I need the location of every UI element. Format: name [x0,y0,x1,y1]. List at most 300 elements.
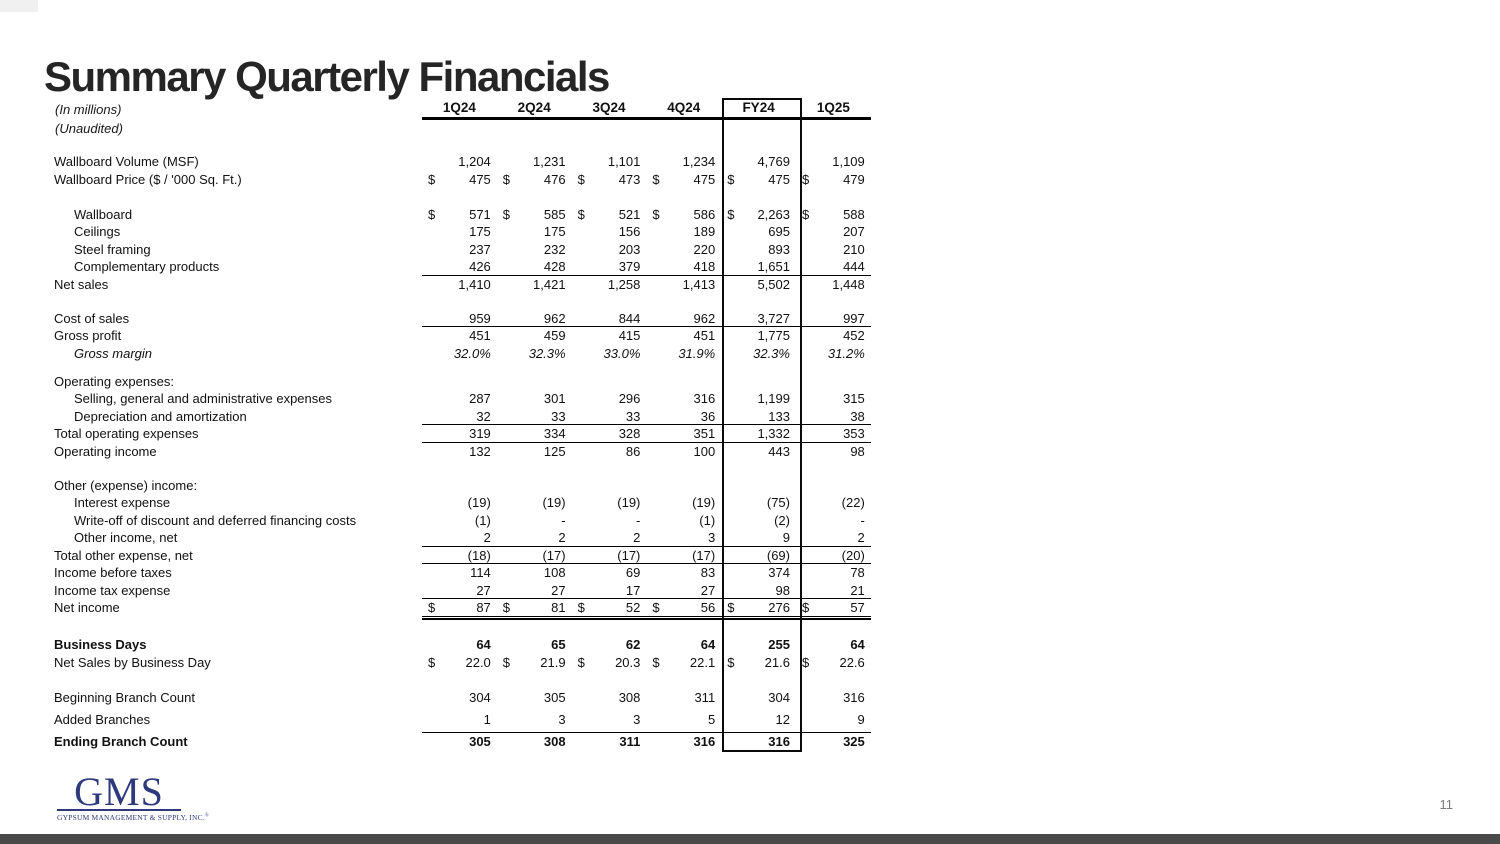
table-spacer [54,362,871,373]
cell-value: 844 [618,310,641,326]
column-header-3q24 [572,99,647,117]
dollar-sign: $ [727,600,735,615]
row-label: Operating expenses: [54,373,174,389]
dollar-sign: $ [502,654,511,670]
row-values [422,153,871,171]
row-label: Cost of sales [54,310,130,326]
cell-value: (17) [617,547,641,563]
table-cell-1q25 [796,654,871,672]
cell-value: 4,769 [757,154,790,169]
row-label: Complementary products [74,259,220,274]
cell-value: 319 [469,426,491,441]
dollar-sign: $ [577,654,585,670]
cell-value: 5,502 [757,276,790,292]
cell-value: 962 [693,310,716,326]
row-label: Write-off of discount and deferred financing costs [74,512,357,528]
table-cell-1q25 [796,564,871,582]
table-row [54,689,871,711]
header-label-spacer [54,99,422,117]
cell-value: 5 [707,711,716,727]
row-label: Operating income [54,443,157,459]
table-cell-1q25 [796,345,871,363]
row-values [422,512,871,530]
table-cell-4q24 [646,241,721,259]
table-cell-3q24 [572,310,647,327]
cell-value: 232 [543,241,566,257]
table-cell-fy24 [721,223,796,241]
header-cells [422,99,871,117]
cell-value: 83 [700,565,716,580]
table-cell-1q24 [422,477,497,495]
cell-value: 585 [543,206,566,222]
table-cell-2q24 [497,310,572,327]
gms-logo-wordmark: GMS [57,776,181,811]
cell-value: 301 [543,391,566,406]
cell-value: 12 [775,711,790,727]
table-cell-fy24 [721,711,796,732]
table-cell-4q24 [646,258,721,275]
table-cell-fy24 [721,171,796,189]
table-cell-fy24 [721,390,796,408]
table-cell-3q24 [572,390,647,408]
table-cell-1q24 [422,689,497,711]
table-row [54,547,871,565]
table-row [54,310,871,328]
cell-value: 305 [543,689,566,705]
table-cell-4q24 [646,654,721,672]
table-cell-4q24 [646,547,721,564]
dollar-sign: $ [502,600,511,615]
table-cell-2q24 [497,636,572,654]
table-cell-3q24 [572,345,647,363]
table-cell-1q24 [422,733,497,755]
cell-value: 1,410 [458,276,491,292]
table-spacer [54,460,871,477]
cell-value: 308 [543,733,566,749]
row-values [422,408,871,426]
table-row [54,733,871,755]
table-cell-1q24 [422,512,497,530]
table-cell-2q24 [497,153,572,171]
cell-value: 475 [693,171,716,187]
table-cell-1q25 [796,390,871,408]
table-cell-3q24 [572,494,647,512]
cell-value: 476 [543,171,566,187]
cell-value: 959 [469,310,491,326]
table-cell-3q24 [572,477,647,495]
cell-value: 571 [469,206,491,222]
table-cell-2q24 [497,345,572,363]
cell-value: 1,101 [607,154,641,169]
cell-value: 32.3% [753,345,790,361]
cell-value: 27 [700,582,716,598]
column-header-text: 1Q24 [442,100,476,115]
table-cell-1q24 [422,711,497,732]
cell-value: 586 [693,206,716,222]
cell-value: 296 [618,391,641,406]
dollar-sign: $ [502,206,511,222]
gms-logo-tagline [57,813,209,822]
table-cell-fy24 [721,689,796,711]
cell-value: 81 [551,600,566,615]
table-cell-1q24 [422,153,497,171]
table-cell-1q25 [796,206,871,224]
table-cell-1q25 [796,494,871,512]
table-cell-1q24 [422,327,497,345]
row-label: Wallboard Price ($ / '000 Sq. Ft.) [54,171,242,187]
dollar-sign: $ [727,206,735,222]
table-cell-fy24 [721,443,796,461]
cell-value: 305 [469,733,491,749]
cell-value: 65 [551,637,566,652]
cell-value: 997 [843,310,865,326]
cell-value: 98 [850,443,865,459]
table-row [54,345,871,363]
table-cell-fy24 [721,547,796,564]
table-cell-1q24 [422,276,497,294]
cell-value: 2,263 [757,206,790,222]
dollar-sign: $ [428,600,436,615]
dollar-sign: $ [428,654,436,670]
footer-bar [0,834,1500,844]
cell-value: 1,332 [757,426,790,441]
row-label: Other income, net [74,530,178,545]
table-cell-fy24 [721,599,796,616]
cell-value: (19) [542,495,566,510]
cell-value: 32 [476,408,491,424]
table-cell-3q24 [572,408,647,425]
dollar-sign: $ [727,654,735,670]
table-cell-3q24 [572,529,647,546]
row-label: Income tax expense [54,582,171,598]
table-cell-4q24 [646,636,721,654]
table-cell-1q25 [796,153,871,171]
dollar-sign: $ [801,171,810,187]
row-label: Interest expense [74,495,171,510]
column-header-4q24 [646,99,721,117]
table-row [54,276,871,294]
dollar-sign: $ [652,600,660,615]
table-cell-fy24 [721,529,796,546]
table-cell-1q24 [422,345,497,363]
table-cell-1q25 [796,373,871,391]
dollar-sign: $ [428,206,436,222]
cell-value: (69) [766,547,790,563]
note-unaudited: (Unaudited) [55,121,123,136]
row-values [422,582,871,600]
table-cell-fy24 [721,425,796,442]
table-cell-1q25 [796,477,871,495]
cell-value: (17) [692,547,716,563]
cell-value: (18) [467,547,491,563]
column-header-text: 3Q24 [592,100,626,115]
table-cell-4q24 [646,345,721,363]
cell-value: 220 [693,241,716,257]
table-cell-1q24 [422,390,497,408]
row-values [422,258,871,276]
table-cell-4q24 [646,390,721,408]
table-row [54,223,871,241]
cell-value: 379 [618,259,641,274]
row-label: Gross profit [54,328,122,343]
row-label: Other (expense) income: [54,477,198,493]
row-values [422,310,871,328]
cell-value: 334 [543,426,566,441]
table-row [54,171,871,189]
cell-value: 316 [693,391,716,406]
dollar-sign: $ [577,600,585,615]
table-row [54,206,871,224]
table-cell-4q24 [646,529,721,546]
table-cell-3q24 [572,206,647,224]
table-cell-2q24 [497,494,572,512]
table-cell-fy24 [721,153,796,171]
table-row [54,636,871,654]
table-header-row [54,99,871,117]
table-cell-3q24 [572,547,647,564]
cell-value: 3,727 [757,310,790,326]
cell-value: 31.9% [678,345,716,361]
table-cell-1q24 [422,223,497,241]
table-cell-fy24 [721,310,796,327]
row-label: Total operating expenses [54,426,199,441]
row-values [422,223,871,241]
table-cell-fy24 [721,582,796,599]
table-cell-2q24 [497,689,572,711]
table-cell-2q24 [497,327,572,345]
row-label: Net sales [54,276,109,292]
cell-value: 426 [469,259,491,274]
gms-logo-tagline-text: GYPSUM MANAGEMENT & SUPPLY, INC. [57,813,205,822]
table-cell-4q24 [646,443,721,461]
page-number: 11 [1439,797,1453,812]
cell-value: 33.0% [603,345,641,361]
cell-value: 33 [551,408,566,424]
table-cell-2q24 [497,654,572,672]
cell-value: 475 [469,171,491,187]
table-cell-3q24 [572,153,647,171]
cell-value: 52 [625,600,641,615]
cell-value: (19) [692,495,716,510]
table-cell-4q24 [646,327,721,345]
table-cell-2q24 [497,276,572,294]
cell-value: 287 [469,391,491,406]
cell-value: 21.6 [764,654,790,670]
row-label: Wallboard Volume (MSF) [54,154,199,169]
row-label: Added Branches [54,711,151,727]
cell-value: 893 [768,241,790,257]
cell-value: 1,448 [832,276,865,292]
cell-value: 32.3% [528,345,566,361]
table-cell-2q24 [497,733,572,755]
table-spacer [54,188,871,206]
table-cell-fy24 [721,654,796,672]
cell-value: 3 [633,711,641,727]
table-cell-1q25 [796,310,871,327]
cell-value: 32.0% [453,345,491,361]
cell-value: 56 [700,600,716,615]
table-cell-2q24 [497,443,572,461]
table-cell-3q24 [572,599,647,616]
table-cell-2q24 [497,599,572,616]
cell-value: 443 [768,443,790,459]
row-values [422,564,871,582]
cell-value: 38 [850,408,865,424]
row-values [422,373,871,391]
row-values [422,494,871,512]
table-row [54,443,871,461]
cell-value: 1,421 [533,276,566,292]
table-cell-fy24 [721,512,796,530]
dollar-sign: $ [577,171,585,187]
table-cell-2q24 [497,564,572,582]
row-values [422,599,871,617]
table-cell-1q24 [422,171,497,189]
cell-value: 316 [693,733,716,749]
cell-value: 451 [469,328,491,343]
row-values [422,241,871,259]
table-cell-2q24 [497,477,572,495]
header-underline [422,117,871,120]
cell-value: 237 [469,241,491,257]
table-cell-3q24 [572,636,647,654]
table-cell-3q24 [572,223,647,241]
table-cell-fy24 [721,477,796,495]
cell-value: 22.6 [839,654,865,670]
table-cell-4q24 [646,512,721,530]
cell-value: (75) [766,495,790,510]
cell-value: 1,413 [682,276,716,292]
table-row [54,373,871,391]
dollar-sign: $ [577,206,585,222]
cell-value: 316 [843,689,865,705]
table-cell-2q24 [497,373,572,391]
cell-value: (1) [699,512,716,528]
cell-value: 276 [768,600,790,615]
cell-value: (2) [774,512,790,528]
cell-value: 316 [768,733,790,749]
table-cell-3q24 [572,733,647,755]
row-label: Steel framing [74,241,151,257]
cell-value: 22.1 [689,654,716,670]
table-cell-3q24 [572,327,647,345]
table-row [54,494,871,512]
cell-value: - [636,512,641,528]
table-cell-3q24 [572,582,647,599]
cell-value: 304 [469,689,491,705]
cell-value: 69 [625,565,641,580]
cell-value: 459 [543,328,566,343]
table-cell-fy24 [721,373,796,391]
cell-value: 9 [857,711,865,727]
table-row [54,425,871,443]
note-in-millions: (In millions) [55,102,122,117]
table-row [54,654,871,672]
table-cell-1q24 [422,564,497,582]
cell-value: 311 [694,689,716,705]
row-label: Net income [54,600,120,615]
cell-value: 328 [618,426,641,441]
cell-value: 64 [476,637,491,652]
cell-value: (19) [617,495,641,510]
dollar-sign: $ [652,654,660,670]
row-label: Ceilings [74,224,121,239]
table-cell-2q24 [497,711,572,732]
row-label: Total other expense, net [54,547,193,563]
row-label: Gross margin [74,345,153,361]
cell-value: 962 [543,310,566,326]
table-cell-1q25 [796,223,871,241]
row-label: Net Sales by Business Day [54,654,211,670]
table-cell-2q24 [497,408,572,425]
cell-value: 1,231 [533,154,566,169]
table-cell-4q24 [646,223,721,241]
cell-value: 588 [843,206,865,222]
cell-value: 308 [618,689,641,705]
row-values [422,327,871,345]
table-row [54,408,871,426]
table-cell-4q24 [646,689,721,711]
cell-value: 27 [551,582,566,598]
row-values [422,711,871,733]
row-values [422,547,871,565]
cell-value: 479 [843,171,865,187]
table-cell-1q24 [422,258,497,275]
table-cell-1q24 [422,373,497,391]
table-cell-2q24 [497,512,572,530]
row-values [422,276,871,294]
table-row [54,153,871,171]
table-cell-1q25 [796,276,871,294]
table-cell-fy24 [721,345,796,363]
cell-value: 1,204 [458,154,491,169]
cell-value: 452 [843,328,865,343]
cell-value: 86 [625,443,641,459]
column-header-text: FY24 [742,100,775,115]
cell-value: 210 [843,241,865,257]
table-cell-3q24 [572,258,647,275]
cell-value: 132 [469,443,491,459]
table-cell-1q25 [796,171,871,189]
cell-value: (1) [474,512,491,528]
cell-value: 203 [618,241,641,257]
table-cell-1q25 [796,599,871,616]
table-cell-2q24 [497,241,572,259]
table-row [54,241,871,259]
table-cell-1q25 [796,258,871,275]
cell-value: 1,651 [757,259,790,274]
table-cell-fy24 [721,241,796,259]
cell-value: 175 [469,224,491,239]
table-cell-fy24 [721,636,796,654]
table-cell-4q24 [646,276,721,294]
row-label: Ending Branch Count [54,733,188,749]
table-cell-1q24 [422,529,497,546]
cell-value: 521 [618,206,641,222]
cell-value: 21 [850,582,865,598]
table-cell-3q24 [572,171,647,189]
row-values [422,636,871,654]
cell-value: 78 [850,565,865,580]
table-cell-1q25 [796,711,871,732]
row-label: Income before taxes [54,565,172,580]
column-header-fy24 [721,99,796,117]
column-header-text: 4Q24 [667,100,701,115]
table-cell-4q24 [646,153,721,171]
table-cell-2q24 [497,547,572,564]
table-cell-1q25 [796,733,871,755]
column-header-2q24 [497,99,572,117]
